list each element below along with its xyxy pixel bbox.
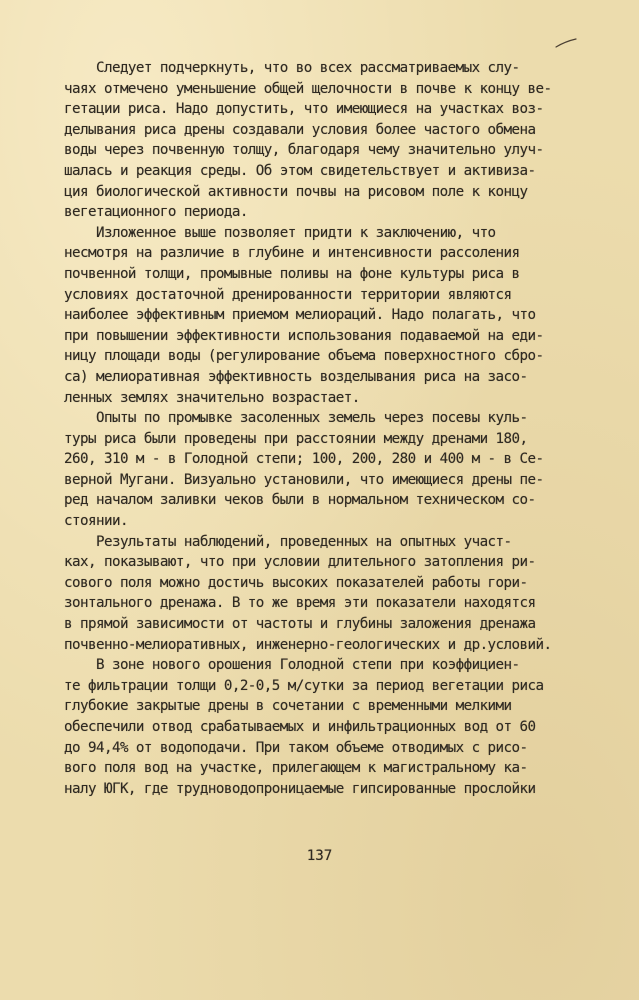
text-line: ках, показывают, что при условии длительного затопления ри- [64, 554, 536, 571]
text-line: Опыты по промывке засоленных земель через посевы куль- [64, 410, 528, 427]
text-line: В зоне нового орошения Голодной степи при коэффициен- [64, 657, 520, 674]
text-line: зонтального дренажа. В то же время эти показатели находятся [64, 595, 536, 612]
text-line: воды через почвенную толщу, благодаря чему значительно улуч- [64, 142, 544, 159]
text-line: 260, 310 м - в Голодной степи; 100, 200, 280 и 400 м - в Се- [64, 451, 544, 468]
text-line: Результаты наблюдений, проведенных на опытных участ- [64, 533, 512, 550]
text-line: вегетационного периода. [64, 204, 248, 221]
text-line: в прямой зависимости от частоты и глубины заложения дренажа [64, 616, 536, 633]
text-line: шалась и реакция среды. Об этом свидетельствует и активиза- [64, 162, 536, 179]
text-line: при повышении эффективности использования подаваемой на еди- [64, 327, 544, 344]
text-line: ницу площади воды (регулирование объема поверхностного сбро- [64, 348, 544, 365]
text-line: до 94,4% от водоподачи. При таком объеме отводимых с рисо- [64, 739, 528, 756]
text-line: ция биологической активности почвы на рисовом поле к концу [64, 183, 528, 200]
text-line: глубокие закрытые дрены в сочетании с временными мелкими [64, 698, 512, 715]
text-line: туры риса были проведены при расстоянии между дренами 180, [64, 430, 528, 447]
text-line: сового поля можно достичь высоких показателей работы гори- [64, 574, 528, 591]
text-line: делывания риса дрены создавали условия более частого обмена [64, 121, 536, 138]
text-line: вого поля вод на участке, прилегающем к магистральному ка- [64, 760, 528, 777]
text-line: Следует подчеркнуть, что во всех рассматриваемых слу- [64, 60, 520, 76]
text-line: са) мелиоративная эффективность возделывания риса на засо- [64, 368, 528, 385]
text-line: почвенной толщи, промывные поливы на фоне культуры риса в [64, 265, 520, 282]
text-line: те фильтрации толщи 0,2-0,5 м/сутки за период вегетации риса [64, 677, 544, 694]
text-line: ленных землях значительно возрастает. [64, 389, 360, 406]
text-line: гетации риса. Надо допустить, что имеющиеся на участках воз- [64, 101, 544, 118]
pen-mark-icon [555, 38, 577, 48]
text-line: чаях отмечено уменьшение общей щелочности в почве к концу ве- [64, 80, 552, 97]
page-number: 137 [306, 848, 333, 864]
text-line: налу ЮГК, где трудноводопроницаемые гипсированные прослойки [64, 780, 536, 797]
text-line: несмотря на различие в глубине и интенсивности рассоления [64, 245, 520, 262]
text-line: стоянии. [64, 513, 128, 530]
text-line: ред началом заливки чеков были в нормальном техническом со- [64, 492, 536, 509]
text-line: наиболее эффективным приемом мелиораций. Надо полагать, что [64, 307, 536, 324]
text-line: условиях достаточной дренированности территории являются [64, 286, 512, 303]
text-line: обеспечили отвод срабатываемых и инфильтрационных вод от 60 [64, 719, 536, 735]
body-text [64, 58, 552, 799]
text-line: почвенно-мелиоративных, инженерно-геологических и др.условий. [64, 636, 552, 653]
text-line: верной Мугани. Визуально установили, что имеющиеся дрены пе- [64, 471, 544, 488]
text-line: Изложенное выше позволяет придти к заключению, что [64, 224, 496, 241]
